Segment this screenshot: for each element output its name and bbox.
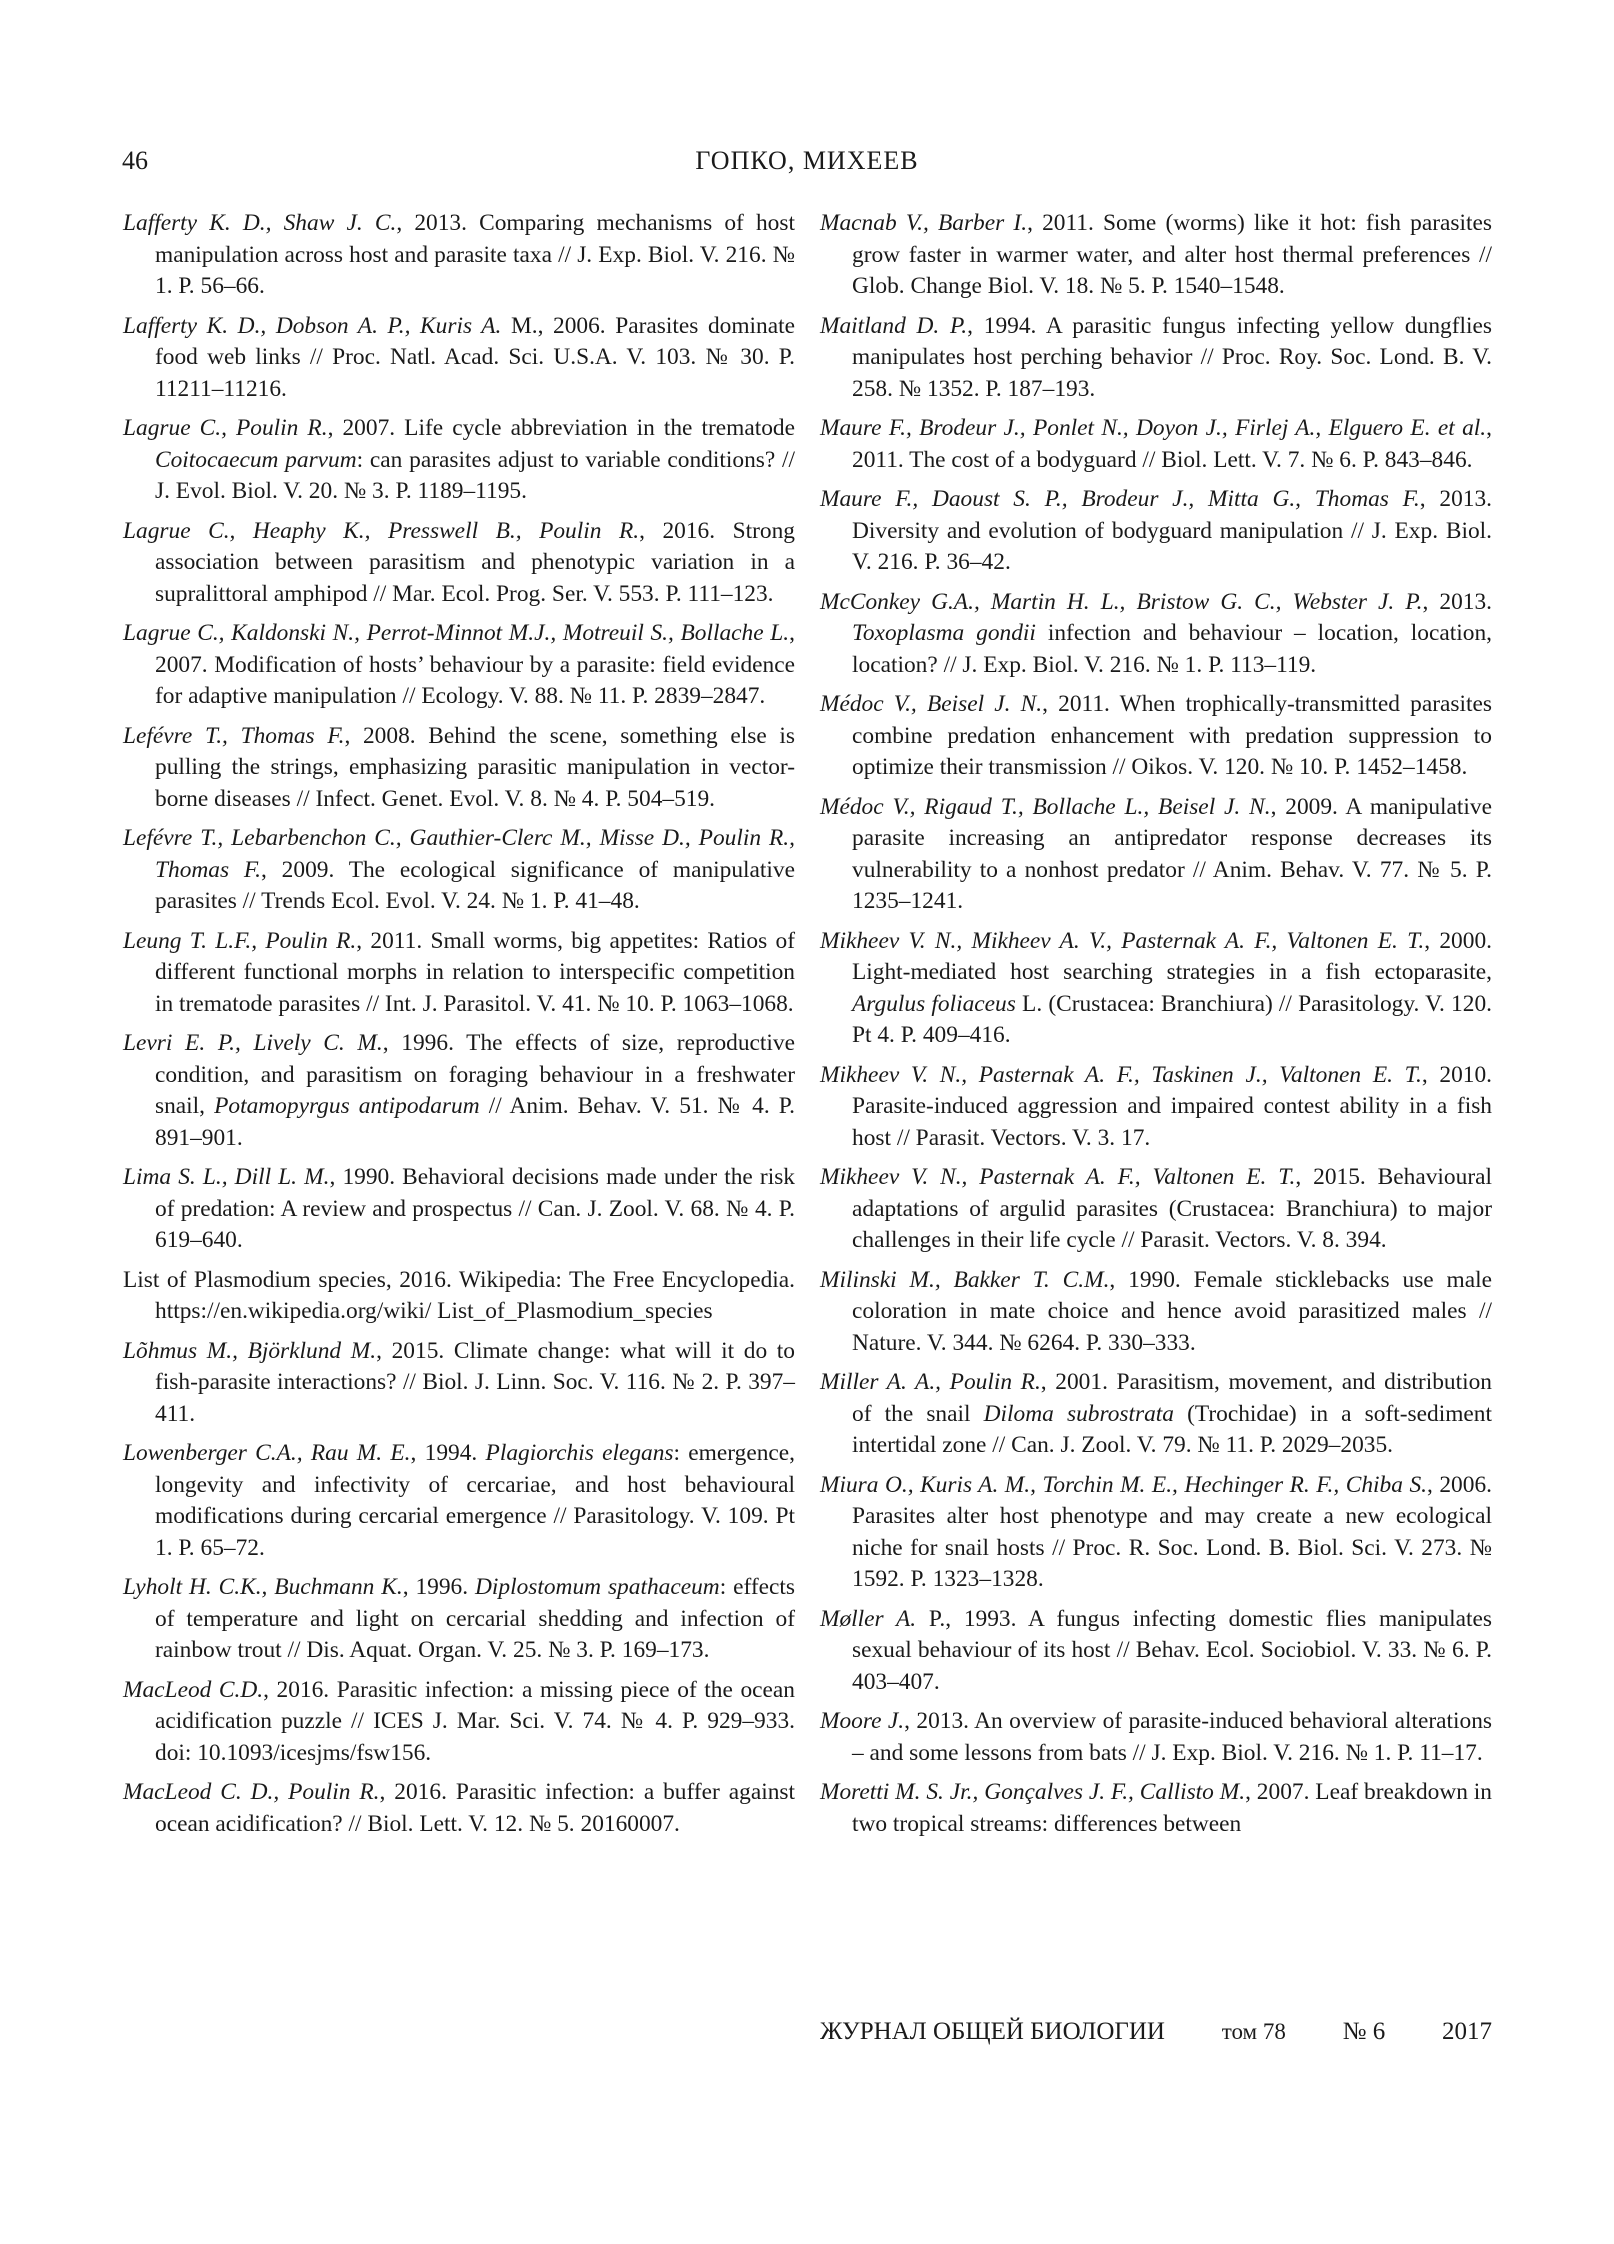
italic-text: Lagrue C., Heaphy K., Presswell B., Poulin R. [123, 517, 640, 544]
italic-text: Lowenberger C.A., Rau M. E. [123, 1440, 411, 1466]
reference-text: , 2010. Parasite-induced aggression and impaired contest ability in a fish host // Parasit. Vectors. V. 3. 17. [852, 1061, 1493, 1151]
reference-text: , 2016. Parasitic infection: a buffer against ocean acidification? // Biol. Lett. V. 12. № 5. 20160007. [155, 1779, 795, 1837]
reference-text: , 1996. [402, 1574, 475, 1600]
reference-text: List of Plasmodium species, 2016. Wikipedia: The Free Encyclopedia. https://en.wikipedia.org/wiki/ List_of_Plasmodium_species [123, 1266, 795, 1324]
reference-entry [820, 208, 1492, 303]
reference-text: , 2011. When trophically-transmitted parasites combine predation enhancement with predation suppression to optimize their transmission // Oikos. V. 120. № 10. P. 1452–1458. [852, 691, 1492, 780]
reference-entry [123, 926, 795, 1021]
references-right-column [820, 208, 1492, 1848]
reference-entry [820, 1265, 1492, 1360]
reference-entry [123, 1265, 795, 1328]
reference-entry [820, 413, 1492, 476]
italic-text: Toxoplasma gondii [852, 620, 1036, 646]
reference-entry [820, 792, 1492, 918]
reference-text: : effects of temperature and light on cercarial shedding and infection of rainbow trout // Dis. Aquat. Organ. V. 25. № 3. P. 169–173. [155, 1574, 795, 1663]
reference-text: , 2013. Comparing mechanisms of host manipulation across host and parasite taxa // J. Exp. Biol. V. 216. № 1. P. 56–66. [155, 210, 795, 299]
italic-text: MacLeod C.D. [123, 1676, 264, 1703]
italic-text: Lefévre T., Lebarbenchon C., Gauthier-Clerc M., Misse D., Poulin R., Thomas F. [123, 825, 795, 883]
references-left-column [123, 208, 795, 1848]
reference-text: , 2013. [1422, 588, 1493, 615]
reference-entry [820, 1706, 1492, 1769]
italic-text: Moore J. [820, 1708, 905, 1734]
reference-text: , 1994. A parasitic fungus infecting yellow dungflies manipulates host perching behavior // Proc. Roy. Soc. Lond. B. V. 258. № 1352. P. 187–193. [852, 312, 1492, 402]
italic-text: Miura O., Kuris A. M., Torchin M. E., Hechinger R. F., Chiba S. [820, 1471, 1427, 1498]
reference-entry [820, 1777, 1492, 1840]
italic-text: Potamopyrgus antipodarum [214, 1093, 480, 1119]
reference-text: , 2007. Modification of hosts’ behaviour by a parasite: field evidence for adaptive manipulation // Ecology. V. 88. № 11. P. 2839–2847. [155, 620, 795, 709]
running-head: ГОПКО, МИХЕЕВ [695, 146, 919, 175]
reference-text: infection and behaviour – location, location, location? // J. Exp. Biol. V. 216. № 1. P. 113–119. [852, 620, 1492, 678]
reference-text: L. (Crustacea: Branchiura) // Parasitology. V. 120. Pt 4. P. 409–416. [852, 990, 1492, 1048]
journal-volume: том 78 [1221, 2019, 1286, 2044]
italic-text: Maure F., Daoust S. P., Brodeur J., Mitta G., Thomas F. [820, 486, 1420, 512]
reference-text: , 1994. [410, 1440, 486, 1466]
reference-entry [820, 689, 1492, 784]
reference-text: , 2007. Leaf breakdown in two tropical streams: differences between [852, 1779, 1492, 1837]
reference-entry [123, 721, 795, 816]
reference-entry [123, 208, 795, 303]
reference-text: M., 2006. Parasites dominate food web links // Proc. Natl. Acad. Sci. U.S.A. V. 103. № 30. P. 11211–11216. [155, 312, 795, 402]
italic-text: Lafferty K. D., Dobson A. P., Kuris A. [123, 312, 502, 339]
reference-entry [123, 1028, 795, 1154]
italic-text: Médoc V., Beisel J. N. [820, 691, 1043, 717]
reference-text: , 2009. A manipulative parasite increasing an antipredator response decreases its vulnerability to a nonhost predator // Anim. Behav. V. 77. № 5. P. 1235–1241. [852, 793, 1492, 914]
italic-text: Maure F., Brodeur J., Ponlet N., Doyon J., Firlej A., Elguero E. et al. [820, 415, 1487, 441]
reference-entry [123, 823, 795, 918]
reference-entry [820, 587, 1492, 682]
italic-text: Médoc V., Rigaud T., Bollache L., Beisel J. N. [820, 793, 1271, 820]
reference-entry [820, 1367, 1492, 1462]
italic-text: Plagiorchis elegans [485, 1440, 674, 1466]
reference-entry [820, 484, 1492, 579]
italic-text: Lagrue C., Kaldonski N., Perrot-Minnot M.J., Motreuil S., Bollache L. [123, 620, 790, 646]
italic-text: Argulus foliaceus [852, 990, 1016, 1017]
reference-text: : can parasites adjust to variable conditions? // J. Evol. Biol. V. 20. № 3. P. 1189–1195. [155, 446, 796, 504]
italic-text: Lafferty K. D., Shaw J. C. [123, 210, 397, 236]
italic-text: Leung T. L.F., Poulin R. [123, 927, 357, 954]
reference-entry [123, 1777, 795, 1840]
reference-entry [820, 1162, 1492, 1257]
reference-text: , 2000. Light-mediated host searching strategies in a fish ectoparasite, [852, 927, 1492, 985]
italic-text: Maitland D. P. [820, 312, 968, 339]
reference-entry [123, 311, 795, 406]
reference-text: , 2016. Strong association between parasitism and phenotypic variation in a supralittoral amphipod // Mar. Ecol. Prog. Ser. V. 553. P. 111–123. [155, 517, 795, 607]
reference-text: (Trochidae) in a soft-sediment intertidal zone // Can. J. Zool. V. 79. № 11. P. 2029–2035. [852, 1400, 1492, 1458]
italic-text: Mikheev V. N., Mikheev A. V., Pasternak A. F., Valtonen E. T. [820, 927, 1425, 954]
italic-text: Lyholt H. C.K., Buchmann K. [123, 1574, 403, 1600]
italic-text: Diloma subrostrata [983, 1400, 1174, 1427]
reference-text: , 2008. Behind the scene, something else is pulling the strings, emphasizing parasitic manipulation in vector-borne diseases // Infect. Genet. Evol. V. 8. № 4. P. 504–519. [155, 722, 795, 812]
reference-text: , 2001. Parasitism, movement, and distribution of the snail [852, 1369, 1492, 1427]
italic-text: Moretti M. S. Jr., Gonçalves J. F., Callisto M. [820, 1779, 1246, 1805]
reference-text: , 1990. Behavioral decisions made under the risk of predation: A review and prospectus // Can. J. Zool. V. 68. № 4. P. 619–640. [155, 1164, 795, 1253]
page-number: 46 [122, 146, 148, 175]
reference-entry [123, 1572, 795, 1667]
italic-text: Mikheev V. N., Pasternak A. F., Valtonen E. T. [820, 1164, 1296, 1190]
reference-entry [123, 516, 795, 611]
italic-text: MacLeod C. D., Poulin R. [123, 1779, 380, 1805]
italic-text: Levri E. P., Lively C. M. [123, 1030, 383, 1056]
reference-entry [123, 618, 795, 713]
italic-text: Milinski M., Bakker T. C.M. [820, 1266, 1110, 1293]
reference-entry [123, 1162, 795, 1257]
reference-entry [820, 926, 1492, 1052]
journal-footer [820, 2018, 1492, 2046]
reference-text: , 2011. The cost of a bodyguard // Biol. Lett. V. 7. № 6. P. 843–846. [852, 415, 1492, 473]
reference-text: P., 1993. A fungus infecting domestic flies manipulates sexual behaviour of its host // Behav. Ecol. Sociobiol. V. 33. № 6. P. 403–407. [852, 1605, 1492, 1695]
reference-text: , 1990. Female sticklebacks use male coloration in mate choice and hence avoid parasitized males // Nature. V. 344. № 6264. P. 330–333. [852, 1266, 1492, 1356]
reference-text: , 2011. Some (worms) like it hot: fish parasites grow faster in warmer water, and alter host thermal preferences // Glob. Change Biol. V. 18. № 5. P. 1540–1548. [852, 210, 1492, 299]
journal-title: ЖУРНАЛ ОБЩЕЙ БИОЛОГИИ [820, 2018, 1165, 2045]
italic-text: Mikheev V. N., Pasternak A. F., Taskinen J., Valtonen E. T. [820, 1061, 1422, 1088]
reference-entry [123, 1438, 795, 1564]
reference-text: // Anim. Behav. V. 51. № 4. P. 891–901. [155, 1093, 796, 1151]
reference-entry [123, 1336, 795, 1431]
journal-year: 2017 [1442, 2018, 1492, 2045]
italic-text: Diplostomum spathaceum [474, 1574, 720, 1600]
reference-text: , 1996. The effects of size, reproductive condition, and parasitism on foraging behaviour in a freshwater snail, [155, 1030, 795, 1119]
italic-text: Miller A. A., Poulin R. [820, 1369, 1041, 1395]
reference-entry [123, 413, 795, 508]
reference-text: , 2007. Life cycle abbreviation in the trematode [327, 415, 795, 441]
reference-entry [820, 311, 1492, 406]
reference-text: : emergence, longevity and infectivity of cercariae, and host behavioural modifications during cercarial emergence // Parasitology. V. 109. Pt 1. P. 65–72. [155, 1440, 796, 1561]
italic-text: Lima S. L., Dill L. M. [123, 1164, 330, 1190]
reference-text: , 2016. Parasitic infection: a missing piece of the ocean acidification puzzle // ICES J. Mar. Sci. V. 74. № 4. P. 929–933. doi: 10.1093/icesjms/fsw156. [155, 1676, 795, 1766]
reference-text: , 2015. Behavioural adaptations of argulid parasites (Crustacea: Branchiura) to major challenges in their life cycle // Parasit. Vectors. V. 8. 394. [852, 1164, 1492, 1253]
italic-text: Lagrue C., Poulin R. [123, 415, 328, 441]
italic-text: Coitocaecum parvum [155, 446, 357, 473]
italic-text: McConkey G.A., Martin H. L., Bristow G. C., Webster J. P. [820, 588, 1423, 615]
reference-text: , 2006. Parasites alter host phenotype and may create a new ecological niche for snail hosts // Proc. R. Soc. Lond. B. Biol. Sci. V. 273. № 1592. P. 1323–1328. [852, 1471, 1492, 1592]
reference-text: , 2009. The ecological significance of manipulative parasites // Trends Ecol. Evol. V. 24. № 1. P. 41–48. [155, 856, 796, 914]
italic-text: Møller A. [820, 1605, 917, 1632]
reference-text: , 2013. An overview of parasite-induced behavioral alterations – and some lessons from bats // J. Exp. Biol. V. 216. № 1. P. 11–17. [852, 1708, 1492, 1766]
reference-entry [820, 1604, 1492, 1699]
reference-text: , 2011. Small worms, big appetites: Ratios of different functional morphs in relation to interspecific competition in trematode parasites // Int. J. Parasitol. V. 41. № 10. P. 1063–1068. [155, 927, 795, 1017]
reference-entry [820, 1470, 1492, 1596]
journal-issue: № 6 [1342, 2018, 1386, 2045]
reference-entry [123, 1675, 795, 1770]
italic-text: Macnab V., Barber I. [820, 210, 1028, 236]
italic-text: Lefévre T., Thomas F. [123, 722, 345, 749]
italic-text: Lõhmus M., Björklund M. [123, 1337, 377, 1364]
reference-text: , 2013. Diversity and evolution of bodyguard manipulation // J. Exp. Biol. V. 216. P. 36–42. [852, 486, 1492, 575]
reference-text: , 2015. Climate change: what will it do to fish-parasite interactions? // Biol. J. Linn. Soc. V. 116. № 2. P. 397–411. [155, 1337, 795, 1427]
reference-entry [820, 1060, 1492, 1155]
